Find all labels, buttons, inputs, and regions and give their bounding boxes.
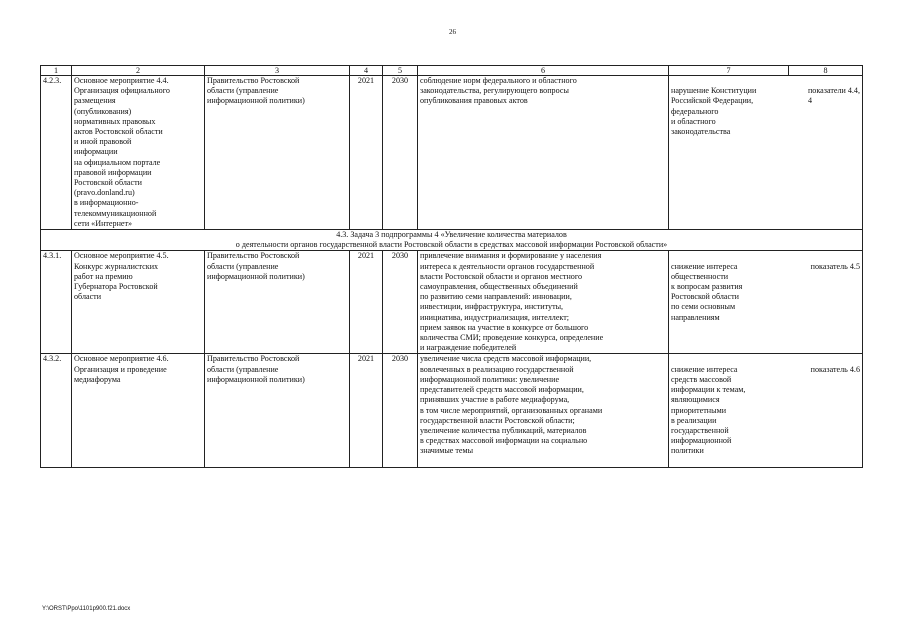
- program-table: [40, 65, 863, 468]
- end-year: 2030: [383, 76, 418, 230]
- task-heading-row: [41, 230, 863, 251]
- col-header-6: 6: [418, 66, 669, 76]
- row-number: 4.3.2.: [41, 354, 72, 467]
- task-heading: [41, 230, 863, 251]
- end-year: 2030: [383, 354, 418, 467]
- table-row: [41, 354, 863, 467]
- col-header-4: 4: [350, 66, 383, 76]
- expected-result: соблюдение норм федерального и областного законодательства, регулирующего вопросы опубликования правовых актов: [418, 76, 669, 230]
- non-implementation-consequence: нарушение Конституции Российской Федерации, федерального и областного законодательства: [671, 86, 757, 137]
- linked-indicator: показатель 4.6: [810, 364, 860, 374]
- non-implementation-consequence: снижение интереса средств массовой информации к темам, являющимися приоритетными в реализации государственной информационной политики: [671, 364, 746, 456]
- consequence-indicator-cell: [669, 76, 863, 230]
- executor: Правительство Ростовской области (управление информационной политики): [205, 76, 350, 230]
- col-header-8: 8: [789, 66, 863, 76]
- non-implementation-consequence: снижение интереса общественности к вопросам развития Ростовской области по семи основным направлениям: [671, 261, 743, 322]
- executor: Правительство Ростовской области (управление информационной политики): [205, 251, 350, 354]
- start-year: 2021: [350, 251, 383, 354]
- expected-result: привлечение внимания и формирование у населения интереса к деятельности органов государственной власти Ростовской области и органов местного самоуправления, общественных объединений по развитию семи направлений: инновации, инвестиции, инфраструктура, институты, инициатива, индустриализация, интеллект; прием заявок на участие в конкурсе от большого количества СМИ; проведение конкурса, определение и награждение победителей: [418, 251, 669, 354]
- file-path-footer: Y:\ORST\Ppo\1101p900.f21.docx: [42, 606, 131, 612]
- consequence-indicator-cell: [669, 251, 863, 354]
- col-header-5: 5: [383, 66, 418, 76]
- column-number-row: [41, 66, 863, 76]
- start-year: 2021: [350, 354, 383, 467]
- table-row: [41, 251, 863, 354]
- task-heading-line-1: 4.3. Задача 3 подпрограммы 4 «Увеличение количества материалов: [336, 230, 567, 240]
- start-year: 2021: [350, 76, 383, 230]
- linked-indicator: показатели 4.4, 4: [807, 86, 860, 106]
- row-number: 4.3.1.: [41, 251, 72, 354]
- event-name: Основное мероприятие 4.6. Организация и проведение медиафорума: [72, 354, 205, 467]
- event-name: Основное мероприятие 4.5. Конкурс журналистских работ на премию Губернатора Ростовской области: [72, 251, 205, 354]
- expected-result: увеличение числа средств массовой информации, вовлеченных в реализацию государственной информационной политики: увеличение представителей средств массовой информации, принявших участие в работе медиафорума, в том числе мероприятий, организованных органами государственной власти Ростовской области; увеличение количества публикаций, материалов в средствах массовой информации на социально значимые темы: [418, 354, 669, 467]
- col-header-7: 7: [669, 66, 789, 76]
- col-header-3: 3: [205, 66, 350, 76]
- col-header-1: 1: [41, 66, 72, 76]
- page-number: 26: [449, 28, 456, 36]
- table-row: [41, 76, 863, 230]
- end-year: 2030: [383, 251, 418, 354]
- consequence-indicator-cell: [669, 354, 863, 467]
- executor: Правительство Ростовской области (управление информационной политики): [205, 354, 350, 467]
- linked-indicator: показатель 4.5: [810, 261, 860, 271]
- row-number: 4.2.3.: [41, 76, 72, 230]
- col-header-2: 2: [72, 66, 205, 76]
- event-name: Основное мероприятие 4.4. Организация официального размещения (опубликования) нормативных правовых актов Ростовской области и иной правовой информации на официальном портале правовой информации Ростовской области (pravo.donland.ru) в информационно- телекоммуникационной сети «Интернет»: [72, 76, 205, 230]
- task-heading-line-2: о деятельности органов государственной власти Ростовской области в средствах массовой информации Ростовской области»: [235, 240, 668, 250]
